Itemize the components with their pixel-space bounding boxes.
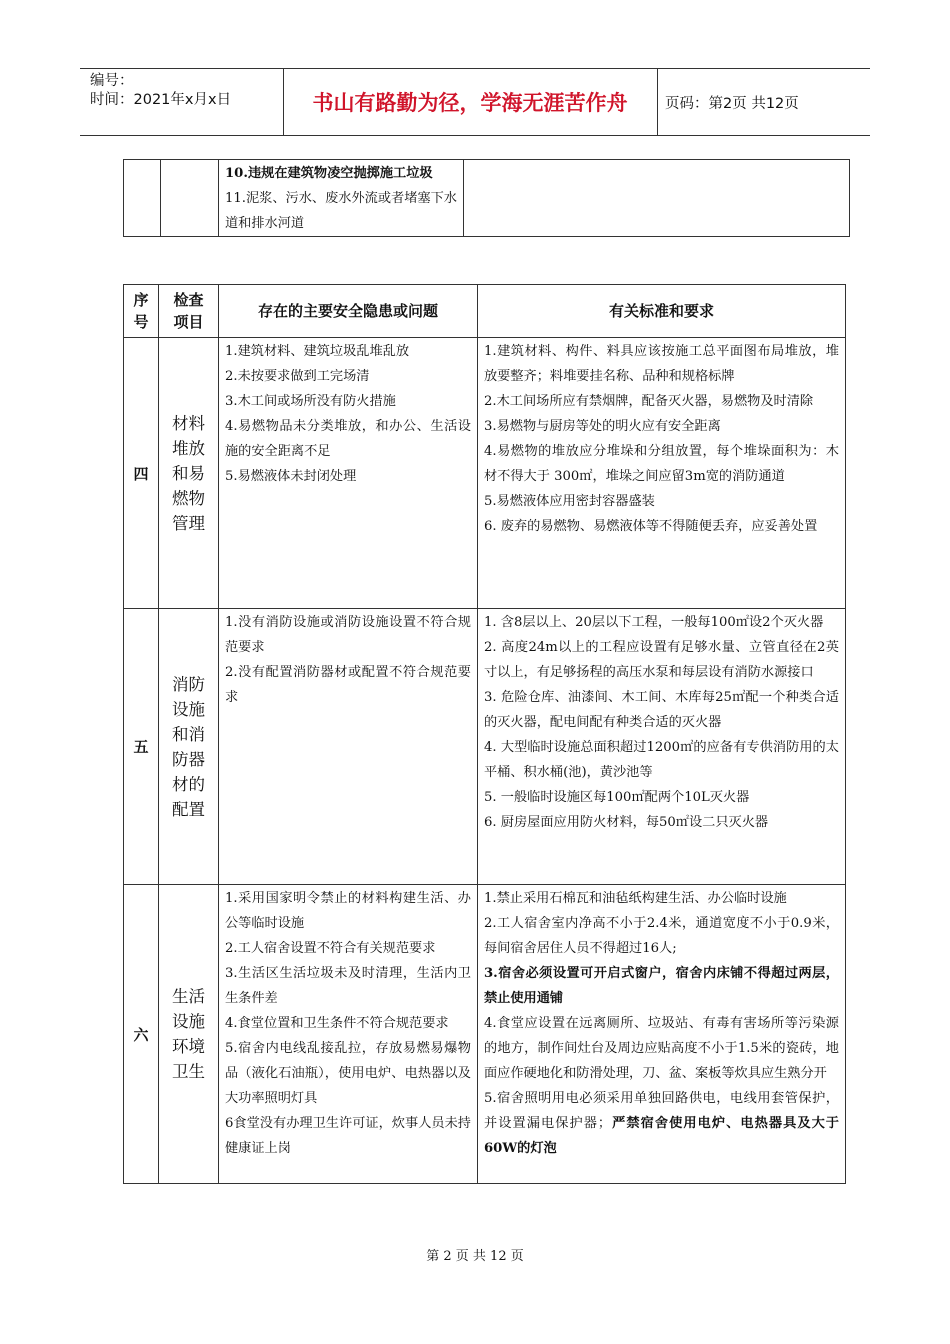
header-item: 检查项目 <box>159 285 219 338</box>
list-item: 3.宿舍必须设置可开启式窗户，宿舍内床铺不得超过两层，禁止使用通铺 <box>484 966 839 1006</box>
page-footer: 第 2 页 共 12 页 <box>426 1249 524 1264</box>
section-item: 消防设施和消防器材的配置 <box>159 609 219 885</box>
page-header <box>80 68 870 136</box>
list-item: 4.食堂应设置在远离厕所、垃圾站、有毒有害场所等污染源的地方，制作间灶台及周边应贴高度不小于1.5米的瓷砖，地面应作硬地化和防滑处理，刀、盆、案板等炊具应生熟分开 <box>484 1016 839 1081</box>
list-item: 1. 含8层以上、20层以下工程，一般每100㎡设2个灭火器 <box>484 615 824 630</box>
problems-cell <box>219 609 478 885</box>
list-item: 3. 危险仓库、油漆间、木工间、木库每25㎡配一个种类合适的灭火器，配电间配有种类合适的灭火器 <box>484 690 839 730</box>
list-item: 6. 厨房屋面应用防火材料，每50㎡设二只灭火器 <box>484 815 769 830</box>
inspection-table <box>123 284 846 1184</box>
list-item: 1.建筑材料、构件、料具应该按施工总平面图布局堆放，堆放要整齐；料堆要挂名称、品种和规格标牌 <box>484 344 839 384</box>
list-item: 2.没有配置消防器材或配置不符合规范要求 <box>225 665 471 705</box>
list-item: 1.采用国家明令禁止的材料构建生活、办公等临时设施 <box>225 891 471 931</box>
list-item: 5.易燃液体未封闭处理 <box>225 469 357 484</box>
problems-cell <box>219 338 478 609</box>
empty-cell <box>161 160 219 237</box>
list-item <box>484 1086 839 1161</box>
list-item: 3.生活区生活垃圾未及时清理，生活内卫生条件差 <box>225 966 471 1006</box>
list-item: 2. 高度24m以上的工程应设置有足够水量、立管直径在2英寸以上，有足够扬程的高压水泵和每层设有消防水源接口 <box>484 640 839 680</box>
empty-cell <box>464 160 850 237</box>
problems-cell <box>219 160 464 237</box>
list-item-text: 5.宿舍照明用电必须采用单独回路供电，电线用套管保护，并设置漏电保护器； <box>484 1091 839 1131</box>
standards-cell <box>478 885 846 1184</box>
document-number: 编号： <box>90 73 134 89</box>
header-page-number: 页码：第2页 共12页 <box>665 95 799 112</box>
list-item: 1.禁止采用石棉瓦和油毡纸构建生活、办公临时设施 <box>484 891 787 906</box>
list-item: 4.易燃物品未分类堆放，和办公、生活设施的安全距离不足 <box>225 419 471 459</box>
table-row <box>124 609 846 885</box>
problems-cell <box>219 885 478 1184</box>
list-item: 2.未按要求做到工完场清 <box>225 369 370 384</box>
list-item: 6食堂没有办理卫生许可证，炊事人员未持健康证上岗 <box>225 1116 471 1156</box>
list-item: 4.食堂位置和卫生条件不符合规范要求 <box>225 1016 449 1031</box>
header-divider <box>657 68 658 136</box>
list-item: 1.没有消防设施或消防设施设置不符合规范要求 <box>225 615 471 655</box>
list-item-emphasis: 严禁宿舍使用电炉、电热器具及大于60W的灯泡 <box>484 1116 839 1156</box>
list-item: 3.易燃物与厨房等处的明火应有安全距离 <box>484 419 721 434</box>
list-item: 5.宿舍内电线乱接乱拉，存放易燃易爆物品（液化石油瓶），使用电炉、电热器以及大功率照明灯具 <box>225 1041 471 1106</box>
header-problems: 存在的主要安全隐患或问题 <box>219 285 478 338</box>
header-standards: 有关标准和要求 <box>478 285 846 338</box>
section-item: 材料堆放和易燃物管理 <box>159 338 219 609</box>
list-item: 3.木工间或场所没有防火措施 <box>225 394 396 409</box>
header-meta <box>90 72 231 110</box>
section-seq: 四 <box>124 338 159 609</box>
list-item: 1.建筑材料、建筑垃圾乱堆乱放 <box>225 344 410 359</box>
header-motto: 书山有路勤为径，学海无涯苦作舟 <box>312 91 628 115</box>
list-item: 4.易燃物的堆放应分堆垛和分组放置，每个堆垛面积为：木材不得大于 300㎡，堆垛之间应留3m宽的消防通道 <box>484 444 839 484</box>
section-seq: 六 <box>124 885 159 1184</box>
list-item: 2.木工间场所应有禁烟牌，配备灭火器，易燃物及时清除 <box>484 394 814 409</box>
list-item: 10.违规在建筑物凌空抛掷施工垃圾 <box>225 166 433 181</box>
continued-table <box>123 159 850 237</box>
list-item: 6. 废弃的易燃物、易燃液体等不得随便丢弃，应妥善处置 <box>484 519 818 534</box>
document-date: 时间：2021年x月x日 <box>90 92 232 108</box>
list-item: 11.泥浆、污水、废水外流或者堵塞下水道和排水河道 <box>225 191 457 231</box>
list-item: 2.工人宿舍室内净高不小于2.4米，通道宽度不小于0.9米，每间宿舍居住人员不得超过16人; <box>484 916 839 956</box>
table-row <box>124 160 850 237</box>
standards-cell <box>478 338 846 609</box>
table-header-row <box>124 285 846 338</box>
table-row <box>124 338 846 609</box>
empty-cell <box>124 160 161 237</box>
list-item: 2.工人宿舍设置不符合有关规范要求 <box>225 941 436 956</box>
section-item: 生活设施环境卫生 <box>159 885 219 1184</box>
list-item: 5. 一般临时设施区每100㎡配两个10L灭火器 <box>484 790 750 805</box>
header-seq: 序号 <box>124 285 159 338</box>
section-seq: 五 <box>124 609 159 885</box>
list-item: 4. 大型临时设施总面积超过1200㎡的应备有专供消防用的太平桶、积水桶(池)，黄沙池等 <box>484 740 839 780</box>
standards-cell <box>478 609 846 885</box>
table-row <box>124 885 846 1184</box>
list-item: 5.易燃液体应用密封容器盛装 <box>484 494 655 509</box>
